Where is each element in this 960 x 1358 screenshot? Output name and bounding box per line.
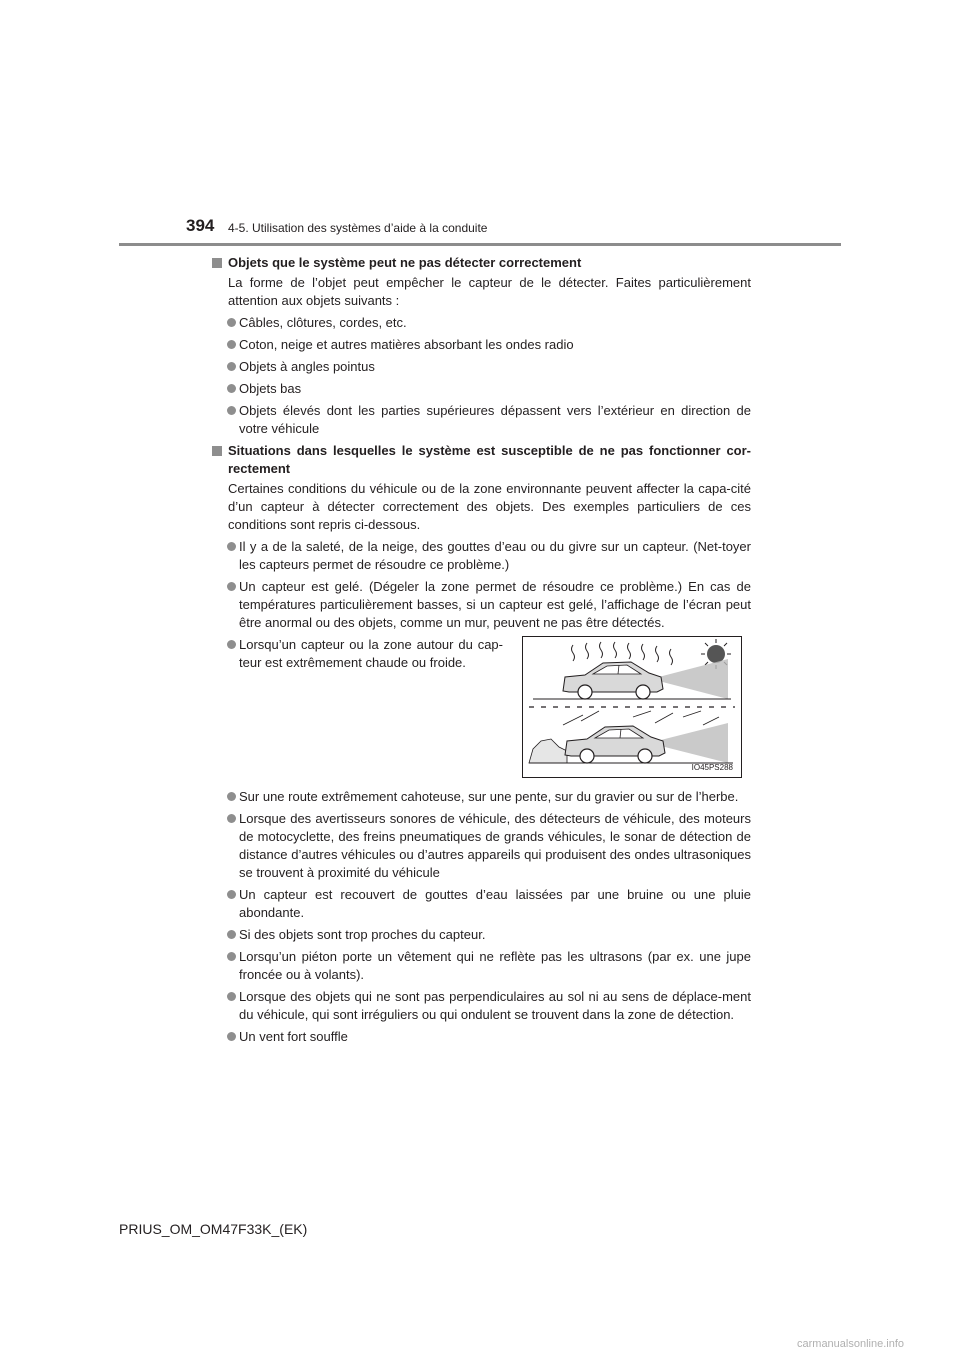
snow-icon [563,711,719,725]
circle-bullet-icon [227,406,236,415]
list-item-text: Il y a de la saleté, de la neige, des gouttes d’eau ou du givre sur un capteur. (Net-toyer les capteurs permet de résoudre ce problème.) [239,539,751,572]
circle-bullet-icon [227,930,236,939]
illustration-graphic [523,637,741,777]
sensor-beam [651,659,728,699]
list-item [211,358,751,376]
list-item-text: Si des objets sont trop proches du capteur. [239,927,486,942]
list-item [211,926,751,944]
list-item-text: Coton, neige et autres matières absorbant les ondes radio [239,337,574,352]
list-item [211,810,751,882]
list-item [211,948,751,984]
circle-bullet-icon [227,318,236,327]
list-item-text: Lorsque des avertisseurs sonores de véhicule, des détecteurs de véhicule, des moteurs de motocyclette, des freins pneumatiques de grands véhicules, le sonar de détection de distance d’autres véhicules ou d’autres appareils qui produisent des ondes ultrasoniques se trouvent à proximité du véhicule [239,811,751,880]
section-intro: La forme de l’objet peut empêcher le capteur de le détecter. Faites particulièrement attention aux objets suivants : [228,275,751,308]
list-item-text: Sur une route extrêmement cahoteuse, sur une pente, sur du gravier ou sur de l’herbe. [239,789,739,804]
list-item-text: Un capteur est gelé. (Dégeler la zone permet de résoudre ce problème.) En cas de températures particulièrement basses, si un capteur est gelé, l’affichage de l’écran peut être anormal ou des objets, comme un mur, peuvent ne pas être détectés. [239,579,751,630]
section-title-text: Objets que le système peut ne pas détecter correctement [228,255,582,270]
watermark: carmanualsonline.info [797,1338,905,1350]
section-title-undetectable-objects [211,254,751,272]
circle-bullet-icon [227,792,236,801]
section-intro: Certaines conditions du véhicule ou de la zone environnante peuvent affecter la capa-cité d’un capteur à détecter correctement des objets. Des exemples particuliers de ces conditions sont repris ci-dessous. [228,481,751,532]
list-item [211,788,751,806]
heat-waves-icon [572,642,673,665]
circle-bullet-icon [227,362,236,371]
square-bullet-icon [212,446,222,456]
list-item [211,636,503,672]
list-item [211,336,751,354]
list-item-text: Un capteur est recouvert de gouttes d’eau laissées par une bruine ou une pluie abondante. [239,887,751,920]
circle-bullet-icon [227,640,236,649]
list-item [211,538,751,574]
list-item-text: Lorsqu’un piéton porte un vêtement qui ne reflète pas les ultrasons (par ex. une jupe froncée ou à volants). [239,949,751,982]
section-title-malfunction-situations [211,442,751,478]
list-item-text: Objets à angles pointus [239,359,375,374]
list-item-text: Un vent fort souffle [239,1029,348,1044]
circle-bullet-icon [227,952,236,961]
list-item-text: Lorsque des objets qui ne sont pas perpendiculaires au sol ni au sens de déplace-ment du véhicule, qui sont irréguliers ou qui ondulent se trouvent dans la zone de détection. [239,989,751,1022]
list-item-text: Objets élevés dont les parties supérieures dépassent vers l’extérieur en direction de votre véhicule [239,403,751,436]
circle-bullet-icon [227,890,236,899]
square-bullet-icon [212,258,222,268]
list-item-text: Objets bas [239,381,302,396]
list-item [211,988,751,1024]
circle-bullet-icon [227,340,236,349]
list-item [211,402,751,438]
list-item [211,578,751,632]
circle-bullet-icon [227,582,236,591]
circle-bullet-icon [227,992,236,1001]
list-item-text: Câbles, clôtures, cordes, etc. [239,315,407,330]
list-item [211,1028,751,1046]
header-rule [119,243,841,246]
circle-bullet-icon [227,542,236,551]
page-content [211,254,751,1050]
figure-code: IO45PS288 [691,763,733,772]
sensor-temperature-illustration [522,636,742,778]
car-icon [565,726,665,763]
list-item [211,380,751,398]
circle-bullet-icon [227,1032,236,1041]
car-icon [563,662,663,699]
section-title-text: Situations dans lesquelles le système est susceptible de ne pas fonctionner cor-rectement [228,443,751,476]
list-item [211,314,751,332]
snow-pile [529,739,567,763]
chapter-title: 4-5. Utilisation des systèmes d’aide à la conduite [228,221,488,235]
list-item [211,886,751,922]
page-number: 394 [186,216,215,235]
circle-bullet-icon [227,384,236,393]
list-item-text: Lorsqu’un capteur ou la zone autour du cap-teur est extrêmement chaude ou froide. [239,637,503,670]
document-code: PRIUS_OM_OM47F33K_(EK) [119,1221,308,1237]
circle-bullet-icon [227,814,236,823]
figure-row [211,636,751,783]
